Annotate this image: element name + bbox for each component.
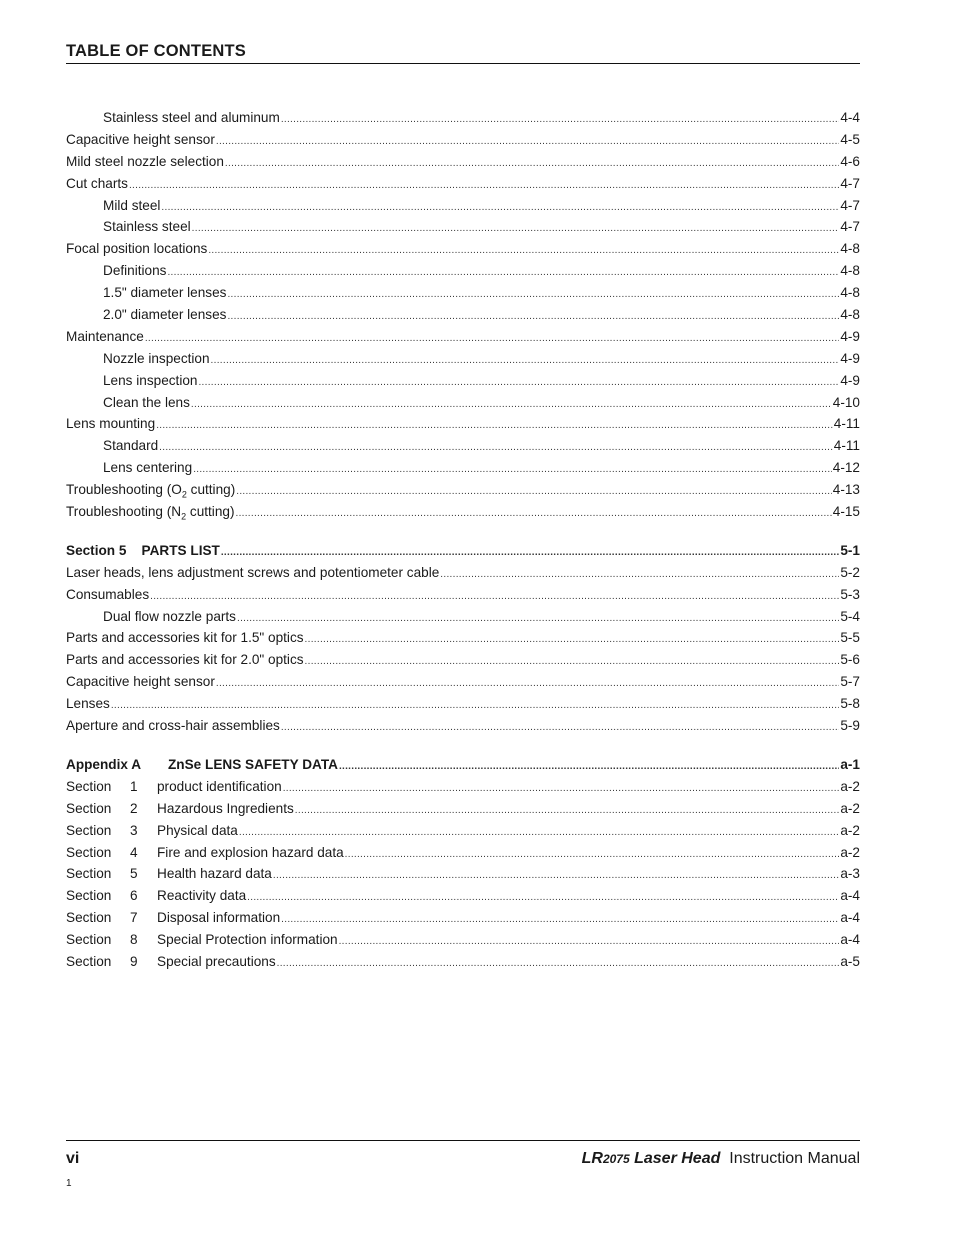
toc-entry-label: Maintenance [66,328,144,344]
appendix-a-entries [66,776,860,973]
toc-page-number: 4-15 [832,504,860,520]
toc-entry-label: Section 9 Special precautions [66,951,276,973]
leader-dots [167,260,839,284]
leader-dots [227,282,839,306]
toc-page-number: 4-11 [833,416,860,432]
section-number: Section 4 [66,844,138,860]
toc-entry-label: Parts and accessories kit for 1.5" optics [66,630,304,646]
toc-entry[interactable] [66,885,860,907]
toc-page-number: 5-7 [840,674,860,690]
toc-heading-appendix-a[interactable] [66,754,860,776]
toc-entry-label: Clean the lens [103,394,190,410]
toc-entry-label: Parts and accessories kit for 2.0" optics [66,652,304,668]
toc-entry[interactable] [66,195,860,217]
leader-dots [191,392,832,416]
leader-dots [221,540,840,564]
toc-entry-label: Section 7 Disposal information [66,907,280,929]
toc-entry[interactable] [66,173,860,195]
toc-entry[interactable] [66,129,860,151]
toc-entry[interactable] [66,370,860,392]
toc-entry[interactable] [66,820,860,842]
toc-entry[interactable] [66,842,860,864]
toc-page-number: 5-5 [840,630,860,646]
toc-entry-label: Troubleshooting ($O_2$ cutting) [66,482,236,500]
toc-entry-label: Laser heads, lens adjustment screws and potentiometer cable [66,564,440,580]
toc-page-number: a-1 [840,756,860,772]
toc-entry-label: Lens inspection [103,372,198,388]
leader-dots [111,693,840,717]
toc-entry-label: Nozzle inspection [103,350,210,366]
section-number: Section 9 [66,953,138,969]
toc-entry-label: 1.5" diameter lenses [103,285,227,301]
toc-entry[interactable] [66,435,860,457]
leader-dots [156,413,833,437]
toc-page-number: a-4 [840,910,860,926]
toc-page-number: 4-7 [840,197,860,213]
toc-page-number: a-4 [840,932,860,948]
toc-page-number: 4-5 [840,131,860,147]
toc-page-number: 5-1 [840,542,860,558]
leader-dots [440,562,839,586]
toc-heading-label: Appendix A ZnSe LENS SAFETY DATA [66,756,338,772]
toc-entry[interactable] [66,107,860,129]
leader-dots [239,820,839,844]
footer-note: 1 [66,1178,72,1189]
toc-entry-label: Section 1 product identification [66,776,282,798]
section-number: Section 1 [66,778,138,794]
footer-page-number: vi [66,1150,80,1167]
toc-entry[interactable] [66,501,860,523]
toc-entry[interactable] [66,715,860,737]
toc-entry[interactable] [66,693,860,715]
section-number: Section 2 [66,800,138,816]
toc-entry-label: Stainless steel and aluminum [103,110,280,125]
toc-entry[interactable] [66,304,860,326]
toc-entry-label: Section 5 Health hazard data [66,863,272,885]
toc-entry-label: Capacitive height sensor [66,131,215,147]
toc-entry[interactable] [66,260,860,282]
leader-dots [159,435,833,459]
toc-entry-label: Consumables [66,586,150,602]
leader-dots [283,776,840,800]
toc-entry[interactable] [66,649,860,671]
toc-entry-label: Section 4 Fire and explosion hazard data [66,842,344,864]
toc-page-number: 4-9 [840,372,860,388]
toc-page-number: 5-3 [840,586,860,602]
toc-page-number: a-2 [840,778,860,794]
leader-dots [150,584,839,608]
toc-entry-label: Cut charts [66,175,128,191]
toc-entry[interactable] [66,627,860,649]
section-number: Section 7 [66,910,138,926]
leader-dots [339,754,839,778]
toc-page-number: 5-2 [840,564,860,580]
leader-dots [277,951,840,975]
footer-rule [66,1140,860,1141]
toc-page-number: 4-8 [840,241,860,257]
toc-page-number: a-2 [840,800,860,816]
leader-dots [225,151,839,175]
leader-dots [247,885,839,909]
toc-entry[interactable] [66,562,860,584]
toc-page-number: a-3 [840,866,860,882]
toc-entry[interactable] [66,238,860,260]
toc-page-number: 4-8 [840,263,860,279]
section-4-entries [66,107,860,523]
section-5-entries [66,562,860,737]
toc-page-number: 4-9 [840,350,860,366]
leader-dots [192,216,840,240]
section-number: Section 8 [66,932,138,948]
toc-entry[interactable] [66,151,860,173]
toc-entry-label: Standard [103,438,159,454]
toc-entry-label: Mild steel [103,197,161,213]
leader-dots [339,929,840,953]
leader-dots [305,627,840,651]
leader-dots [227,304,839,328]
toc-entry[interactable] [66,907,860,929]
toc-entry[interactable] [66,282,860,304]
toc-entry-label: Section 3 Physical data [66,820,238,842]
leader-dots [305,649,840,673]
toc-page-number: 5-9 [840,718,860,734]
toc-entry-label: Stainless steel [103,219,191,235]
leader-dots [216,671,839,695]
toc-entry[interactable] [66,863,860,885]
leader-dots [211,348,840,372]
toc-entry-label: Section 6 Reactivity data [66,885,246,907]
toc-heading-label: Section 5 PARTS LIST [66,542,220,558]
toc-entry[interactable] [66,929,860,951]
toc-entry-label: Section 8 Special Protection information [66,929,338,951]
toc-entry-label: Section 2 Hazardous Ingredients [66,798,294,820]
toc-entry[interactable] [66,951,860,973]
toc-page-number: 4-8 [840,307,860,323]
toc-page-number: 4-8 [840,285,860,301]
toc-entry[interactable] [66,606,860,628]
toc-page-number: a-2 [840,844,860,860]
toc-entry-label: Definitions [103,263,167,279]
toc-entry[interactable] [66,671,860,693]
page-title: TABLE OF CONTENTS [66,42,247,60]
section-number: Section 3 [66,822,138,838]
toc-page-number: a-2 [840,822,860,838]
toc-page-number: 4-9 [840,328,860,344]
toc-page-number: 4-7 [840,219,860,235]
product-name: LR2075 Laser Head [581,1150,721,1167]
leader-dots [216,129,839,153]
toc-entry-label: 2.0" diameter lenses [103,307,227,323]
toc-entry[interactable] [66,392,860,414]
leader-dots [345,842,840,866]
toc-page-number: 5-4 [840,608,860,624]
header-rule [66,63,860,64]
leader-dots [237,606,839,630]
toc-entry[interactable] [66,479,860,501]
section-number: Section 5 [66,866,138,882]
toc-page-number: 4-10 [832,394,860,410]
toc-entry[interactable] [66,798,860,820]
leader-dots [273,863,839,887]
leader-dots [208,238,839,262]
leader-dots [281,107,840,131]
toc-entry[interactable] [66,457,860,479]
toc-entry[interactable] [66,584,860,606]
toc-entry[interactable] [66,216,860,238]
manual-type: Instruction Manual [729,1150,860,1167]
toc-page-number: 5-6 [840,652,860,668]
toc-entry-label: Mild steel nozzle selection [66,153,224,169]
toc-entry-label: Lens centering [103,460,193,476]
leader-dots [281,907,839,931]
toc-page-number: a-5 [840,953,860,969]
toc-page-number: 4-7 [840,175,860,191]
toc-entry-label: Lens mounting [66,416,156,432]
leader-dots [145,326,840,350]
toc-page-number: 4-12 [832,460,860,476]
toc-entry-label: Troubleshooting ($N_2$ cutting) [66,504,235,522]
toc-page-number: 4-11 [833,438,860,454]
toc-heading-section-5[interactable] [66,540,860,562]
leader-dots [236,479,832,503]
leader-dots [281,715,840,739]
toc-entry-label: Aperture and cross-hair assemblies [66,718,280,734]
toc-page-number: 4-6 [840,153,860,169]
toc-entry[interactable] [66,413,860,435]
toc-entry-label: Capacitive height sensor [66,674,215,690]
toc-entry-label: Dual flow nozzle parts [103,608,236,624]
toc-page-number: 4-13 [832,482,860,498]
leader-dots [129,173,839,197]
toc-page-number: 4-4 [840,110,860,125]
toc-entry[interactable] [66,348,860,370]
leader-dots [161,195,839,219]
toc-entry-label: Focal position locations [66,241,208,257]
section-number: Section 6 [66,888,138,904]
footer-manual-title [582,1150,860,1168]
leader-dots [198,370,839,394]
toc-page-number: 5-8 [840,696,860,712]
leader-dots [193,457,832,481]
toc-entry[interactable] [66,326,860,348]
table-of-contents [66,107,860,973]
toc-entry-label: Lenses [66,696,110,712]
toc-page-number: a-4 [840,888,860,904]
toc-entry[interactable] [66,776,860,798]
leader-dots [235,501,831,525]
leader-dots [295,798,840,822]
